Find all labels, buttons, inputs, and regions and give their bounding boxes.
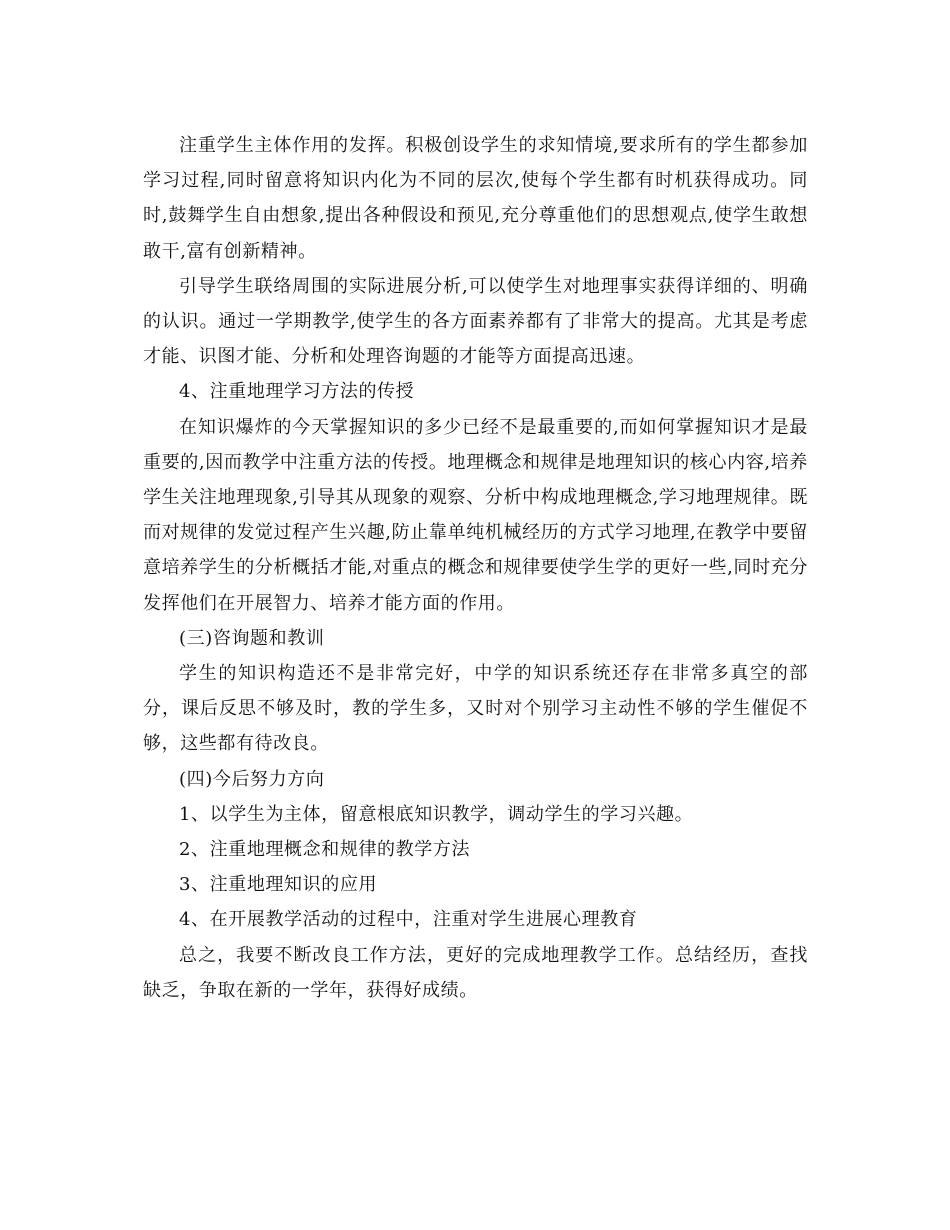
list-item-4: 4、在开展教学活动的过程中，注重对学生进展心理教育 [179, 909, 638, 931]
paragraph-knowledge-structure: 学生的知识构造还不是非常完好，中学的知识系统还存在非常多真空的部分，课后反思不够及时，教的学生多，又时对个别学习主动性不够的学生催促不够，这些都有待改良。 [143, 663, 808, 755]
list-item-1: 1、以学生为主体，留意根底知识教学，调动学生的学习兴趣。 [179, 803, 694, 825]
document-body [143, 128, 808, 1008]
heading-problems-lessons: (三)咨询题和教训 [179, 627, 325, 649]
list-item-2: 2、注重地理概念和规律的教学方法 [179, 839, 471, 861]
paragraph-knowledge-explosion: 在知识爆炸的今天掌握知识的多少已经不是最重要的,而如何掌握知识才是最重要的,因而教学中注重方法的传授。地理概念和规律是地理知识的核心内容,培养学生关注地理现象,引导其从现象的观察、分析中构成地理概念,学习地理规律。既而对规律的发觉过程产生兴趣,防止靠单纯机械经历的方式学习地理,在教学中要留意培养学生的分析概括才能,对重点的概念和规律要使学生学的更好一些,同时充分发挥他们在开展智力、培养才能方面的作用。 [143, 416, 808, 614]
paragraph-contact-reality: 引导学生联络周围的实际进展分析,可以使学生对地理事实获得详细的、明确的认识。通过一学期教学,使学生的各方面素养都有了非常大的提高。尤其是考虑才能、识图才能、分析和处理咨询题的才能等方面提高迅速。 [143, 275, 808, 368]
paragraph-conclusion: 总之，我要不断改良工作方法，更好的完成地理教学工作。总结经历，查找缺乏，争取在新的一学年，获得好成绩。 [143, 944, 808, 1001]
heading-future-direction: (四)今后努力方向 [179, 768, 325, 790]
paragraph-student-subject: 注重学生主体作用的发挥。积极创设学生的求知情境,要求所有的学生都参加学习过程,同时留意将知识内化为不同的层次,使每个学生都有时机获得成功。同时,鼓舞学生自由想象,提出各种假设和预见,充分尊重他们的思想观点,使学生敢想敢干,富有创新精神。 [143, 135, 808, 262]
list-item-3: 3、注重地理知识的应用 [179, 874, 378, 896]
heading-learning-methods: 4、注重地理学习方法的传授 [179, 381, 415, 403]
